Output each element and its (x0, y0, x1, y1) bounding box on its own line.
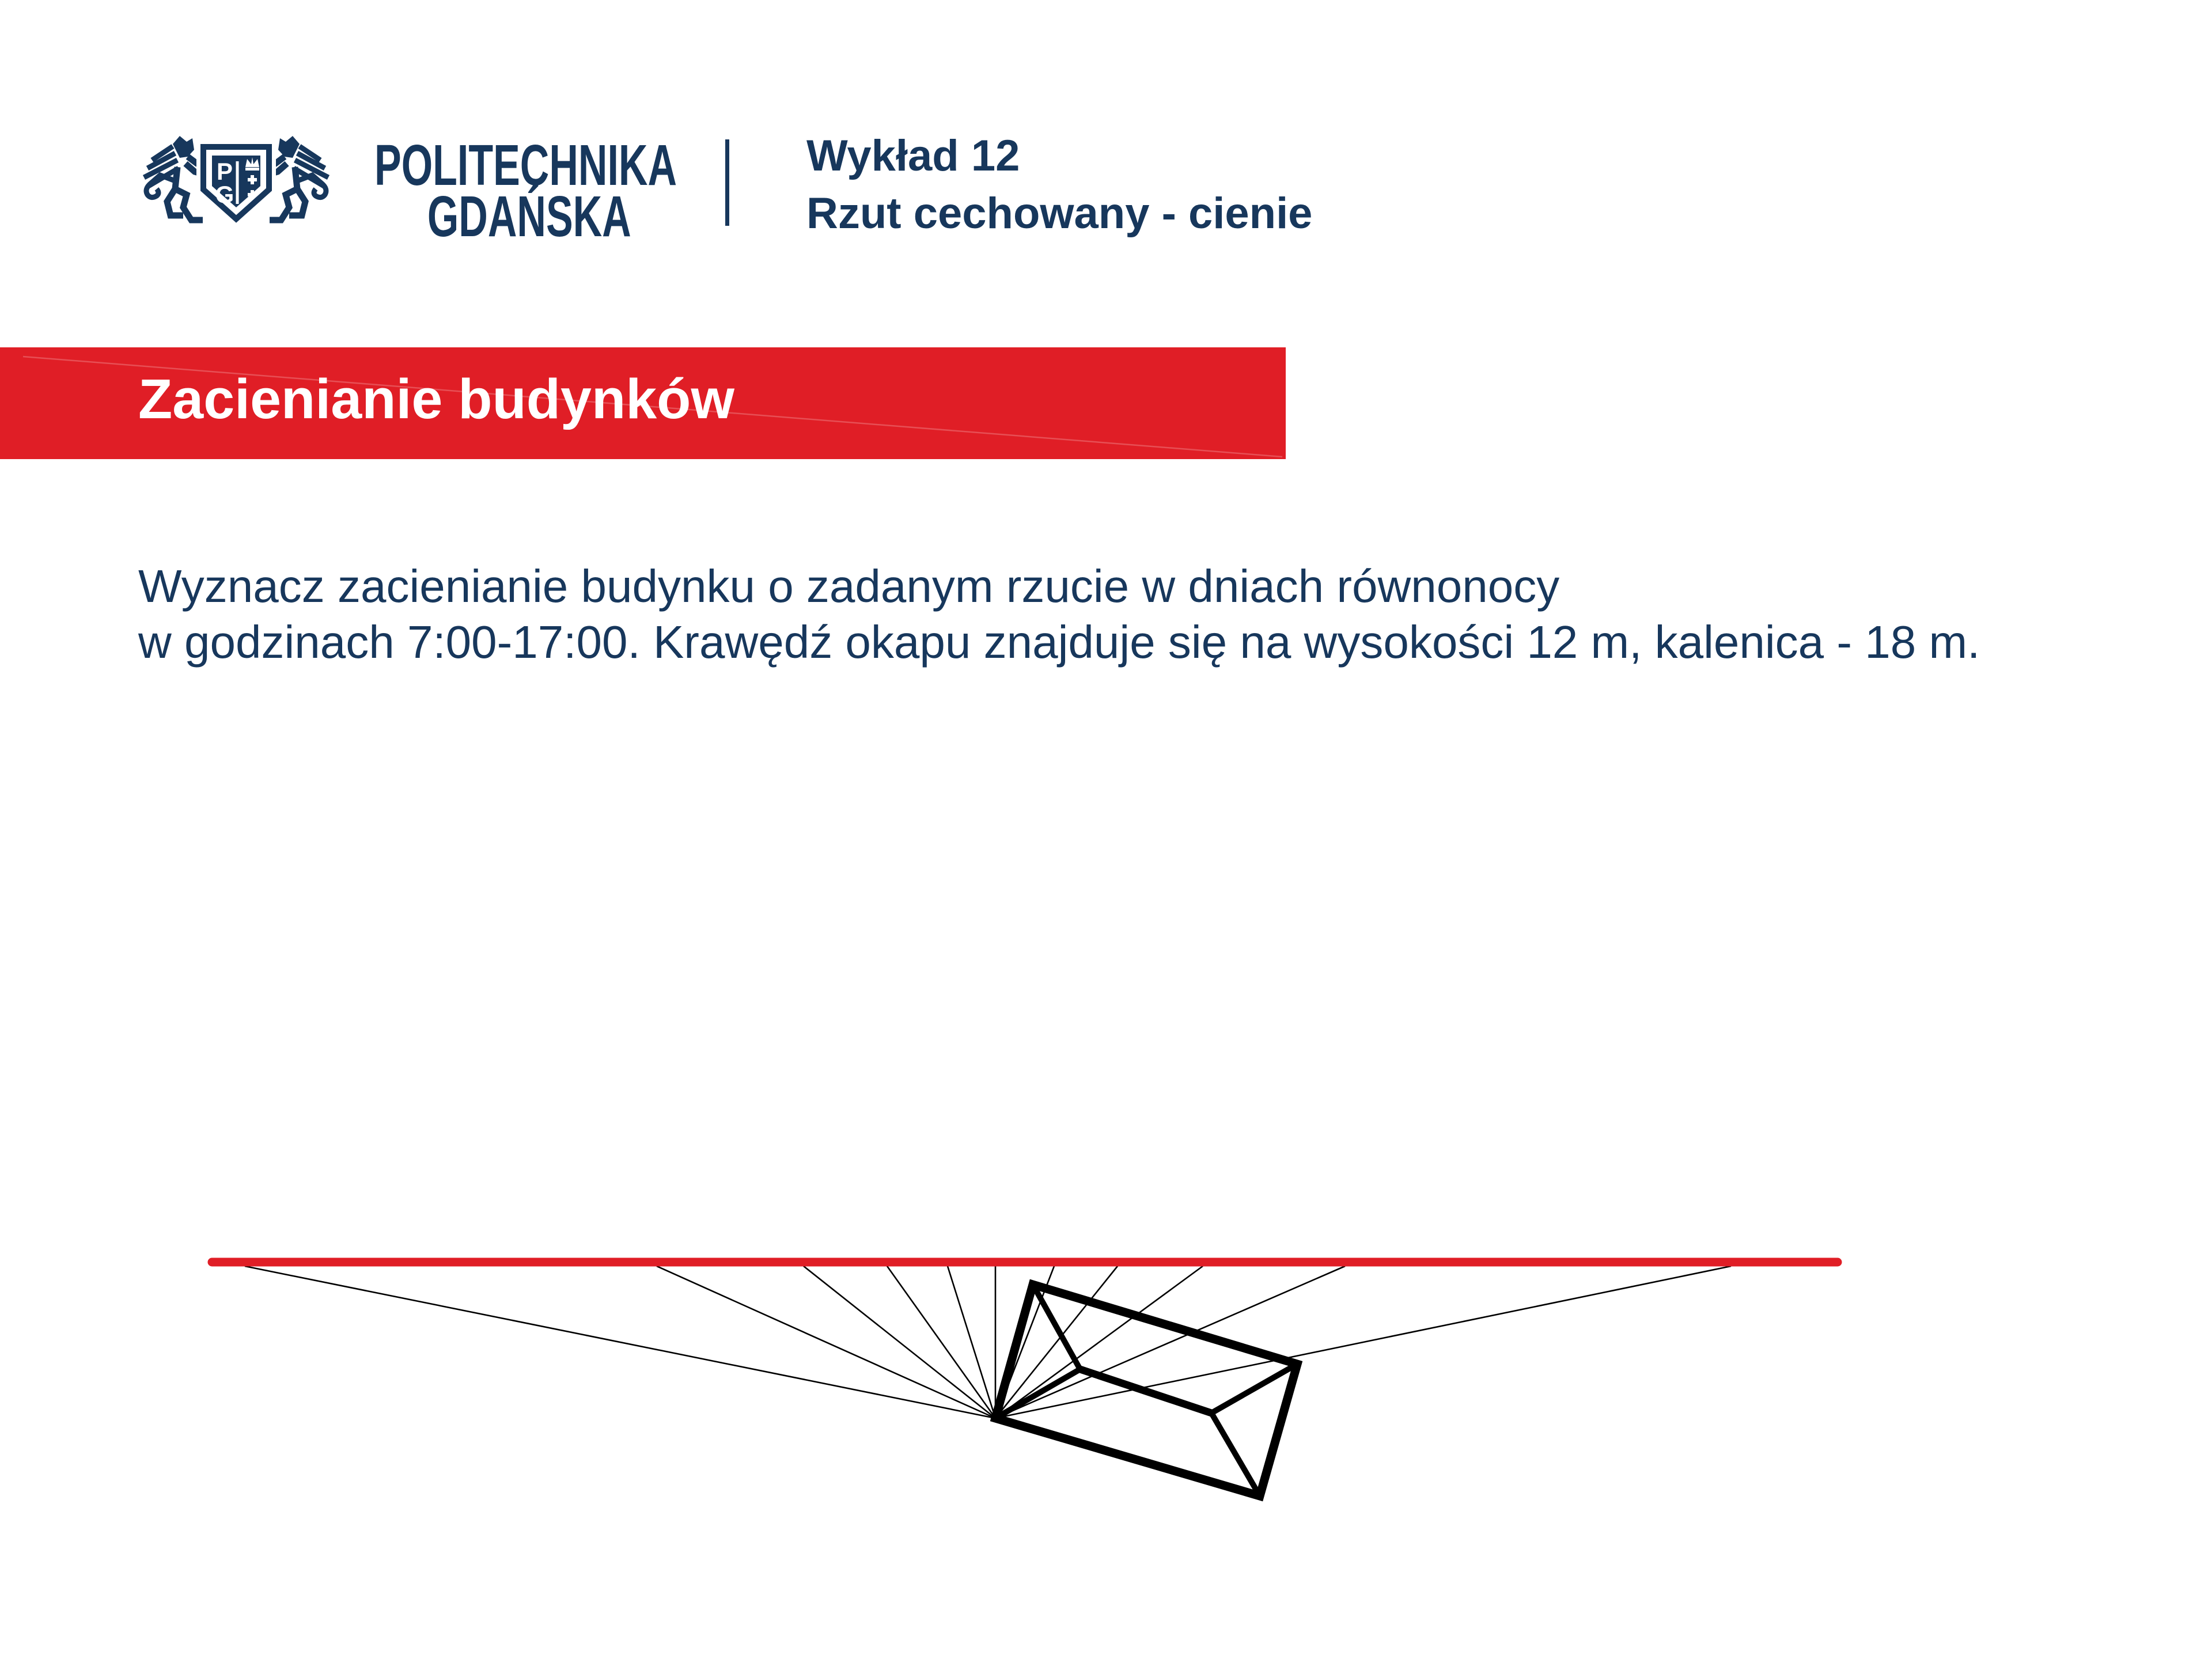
sun-ray (887, 1266, 995, 1418)
lecture-subject: Rzut cechowany - cienie (806, 189, 1313, 238)
shield-letter-g: G (215, 181, 234, 208)
roof-ridge (1080, 1369, 1211, 1413)
sun-ray (948, 1266, 995, 1418)
sun-ray (657, 1266, 995, 1418)
sun-ray (995, 1266, 1731, 1418)
section-title: Zacienianie budynków (138, 368, 734, 430)
sun-ray (245, 1266, 995, 1418)
lecture-number: Wykład 12 (806, 131, 1020, 180)
university-name-line2: GDAŃSKA (427, 184, 631, 249)
shield-letter-p: P (216, 158, 233, 185)
university-name-line1: POLITECHNIKA (374, 133, 677, 198)
task-text-line2: w godzinach 7:00-17:00. Krawędź okapu znajduje się na wysokości 12 m, kalenica - 18 m. (138, 616, 1980, 668)
sun-ray (804, 1266, 995, 1418)
task-text-line1: Wyznacz zacienianie budynku o zadanym rzucie w dniach równonocy (138, 560, 1560, 612)
